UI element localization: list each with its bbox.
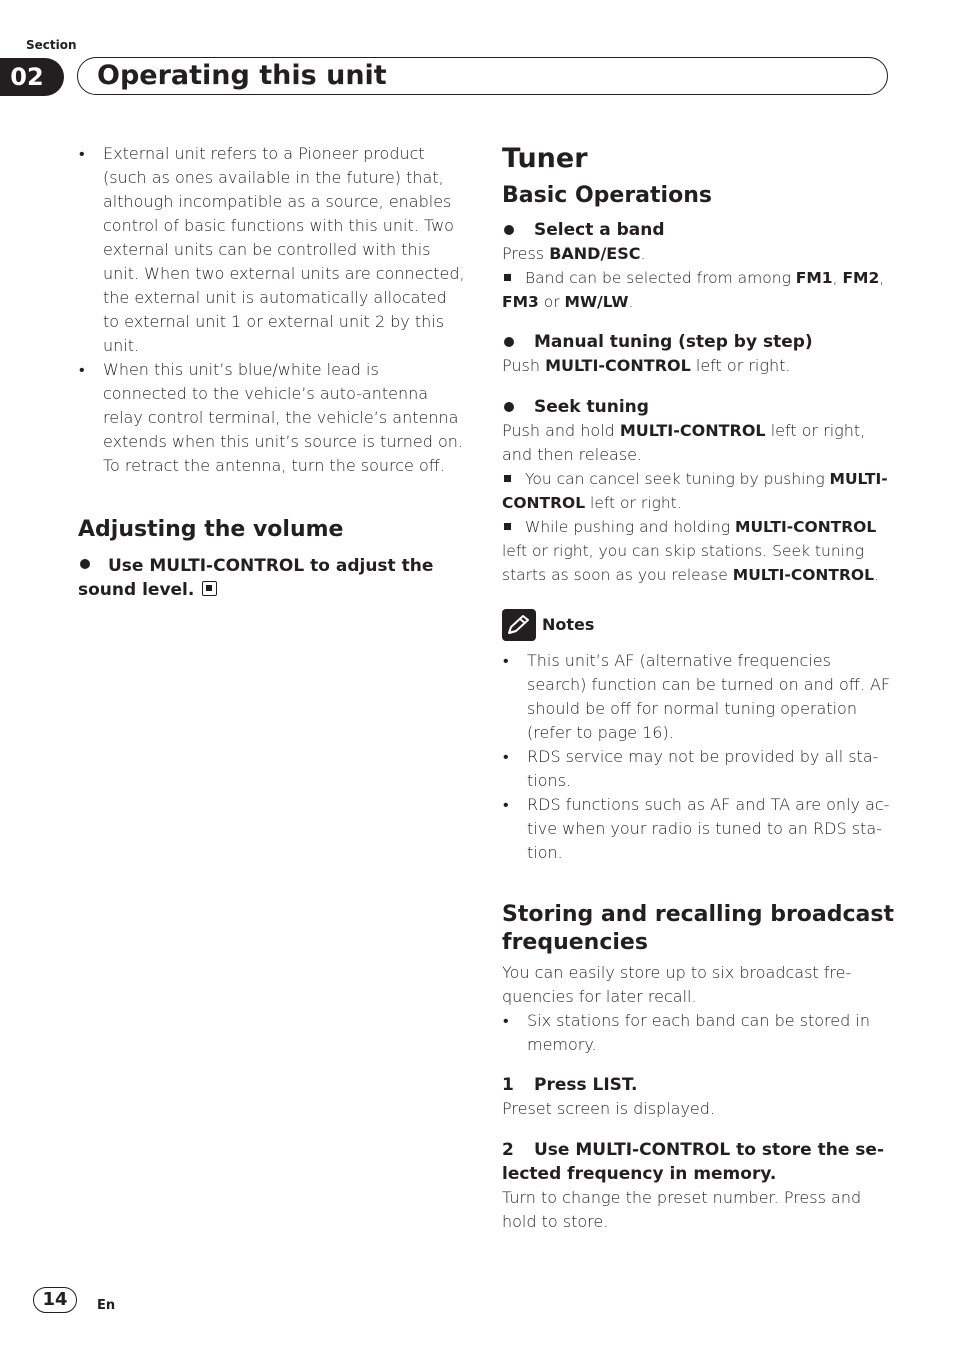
left-column [78,142,466,602]
seek-note-cancel: You can cancel seek tuning by pushing MULTI-CONTROL left or right. [502,470,888,512]
bullet-dot-icon [504,225,514,235]
volume-step: Use MULTI-CONTROL to adjust the sound level. [78,556,434,600]
step-1-desc: Preset screen is displayed. [502,1099,716,1118]
step-2-desc: Turn to change the preset number. Press and hold to store. [502,1188,862,1231]
list-item: • External unit refers to a Pioneer product (such as ones available in the future) that, although incompatible as a source, enables control of basic functions with this unit. Two external units can be controlled with this unit. When two external units are connected, the external unit is automatically allocated to external unit 1 or external unit 2 by this unit. [78,142,466,358]
seek-tuning-step: Seek tuning [502,395,894,419]
notes-list [502,649,894,865]
manual-tuning-step: Manual tuning (step by step) [502,330,894,354]
list-item: • Six stations for each band can be stored in memory. [502,1009,894,1057]
bullet-dot-icon [80,559,90,569]
list-item: • RDS service may not be provided by all sta-tions. [502,745,894,793]
storing-intro: You can easily store up to six broadcast fre-quencies for later recall. [502,963,852,1006]
pencil-icon [502,609,536,641]
square-bullet-icon [504,274,511,281]
select-band-desc: Press BAND/ESC. [502,244,646,263]
bullet-dot-icon [504,337,514,347]
select-band-note: Band can be selected from among FM1, FM2, FM3 or MW/LW. [502,269,885,311]
page-number: 14 [33,1287,77,1313]
notes-header: Notes [502,609,894,641]
select-band-step: Select a band [502,218,894,242]
list-item: • This unit’s AF (alternative frequencies search) function can be turned on and off. AF should be off for normal tuning operation (refer to page 16). [502,649,894,745]
seek-note-skip: While pushing and holding MULTI-CONTROL left or right, you can skip stations. Seek tuning starts as soon as you release MULTI-CONTROL. [502,518,879,584]
storing-heading: Storing and recalling broadcast frequencies [502,902,895,955]
list-item: • RDS functions such as AF and TA are only ac-tive when your radio is tuned to an RDS sta-tion. [502,793,894,865]
list-item: • When this unit’s blue/white lead is connected to the vehicle’s auto-antenna relay control terminal, the vehicle’s antenna extends when this unit’s source is turned on. To retract the antenna, turn the source off. [78,358,466,478]
tuner-heading: Tuner [502,143,588,174]
step-1: 1 Press LIST. [502,1075,638,1095]
external-unit-notes [78,142,466,478]
page-title: Operating this unit [97,60,387,91]
bullet-dot-icon [504,402,514,412]
storing-bullets [502,1009,894,1057]
basic-operations-heading: Basic Operations [502,183,712,208]
manual-tuning-desc: Push MULTI-CONTROL left or right. [502,356,791,375]
right-column [502,142,894,1234]
section-label: Section [26,38,77,52]
end-of-section-icon [202,581,217,596]
square-bullet-icon [504,475,511,482]
step-2: 2 Use MULTI-CONTROL to store the se-lected frequency in memory. [502,1140,884,1184]
seek-tuning-desc: Push and hold MULTI-CONTROL left or right, and then release. [502,421,866,464]
volume-heading: Adjusting the volume [78,517,344,542]
language-label: En [97,1298,116,1313]
square-bullet-icon [504,523,511,530]
section-number-badge: 02 [0,58,64,96]
